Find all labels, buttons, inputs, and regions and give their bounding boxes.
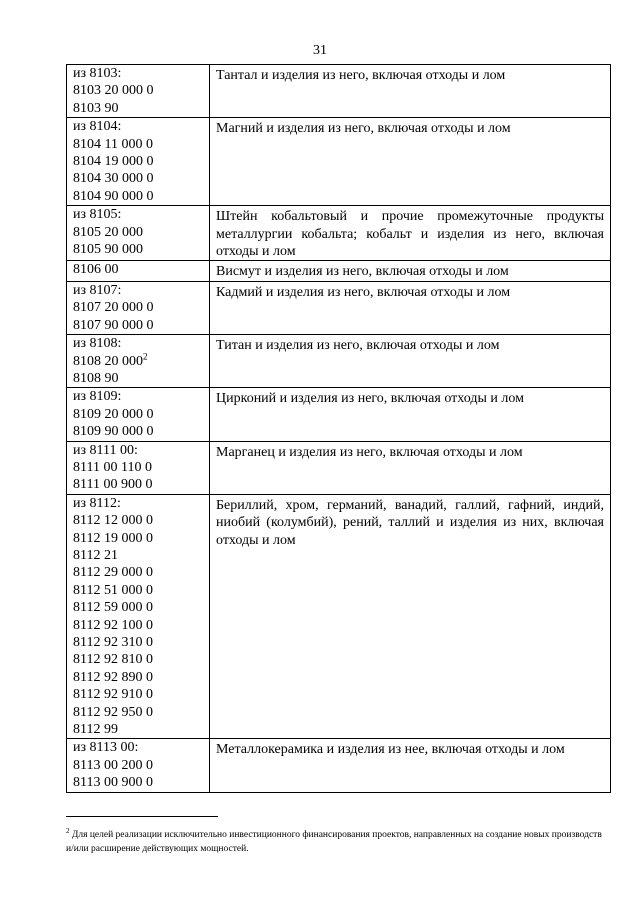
footnote-marker: 2 — [66, 827, 70, 835]
code-line: 8112 59 000 0 — [73, 600, 153, 616]
code-line: из 8105: — [73, 207, 122, 223]
table-row — [67, 118, 611, 206]
code-line: 8113 00 200 0 — [73, 757, 153, 773]
code-cell — [67, 281, 210, 334]
description-cell: Бериллий, хром, германий, ванадий, галлий, гафний, индий, ниобий (колумбий), рений, таллий и изделия из них, включая отходы и лом — [210, 494, 611, 739]
page-number: 31 — [313, 43, 327, 58]
table-row — [67, 739, 611, 792]
code-line: 8106 00 — [73, 262, 119, 278]
code-line: из 8111 00: — [73, 442, 138, 458]
description-cell: Марганец и изделия из него, включая отходы и лом — [210, 441, 611, 494]
code-line: 8108 90 — [73, 370, 119, 386]
code-line: 8103 20 000 0 — [73, 83, 154, 99]
table-row — [67, 388, 611, 441]
code-line: 8104 90 000 0 — [73, 188, 154, 204]
code-cell — [67, 118, 210, 206]
table-row — [67, 65, 611, 118]
code-line: 8104 19 000 0 — [73, 154, 154, 170]
code-cell — [67, 65, 210, 118]
description-cell: Цирконий и изделия из него, включая отходы и лом — [210, 388, 611, 441]
code-line: из 8107: — [73, 282, 122, 298]
code-line: 8112 92 910 0 — [73, 687, 153, 703]
table-row — [67, 335, 611, 388]
code-line: 8108 20 000$^2$ — [73, 350, 148, 369]
code-line: 8105 20 000 — [73, 224, 143, 240]
code-line: из 8104: — [73, 119, 122, 135]
footnote-divider — [66, 816, 218, 817]
code-line: 8112 99 — [73, 722, 118, 738]
code-line: 8112 21 — [73, 547, 118, 563]
description-cell: Металлокерамика и изделия из нее, включая отходы и лом — [210, 739, 611, 792]
code-line: 8105 90 000 — [73, 242, 143, 258]
code-line: из 8112: — [73, 495, 121, 511]
code-cell — [67, 441, 210, 494]
code-cell — [67, 494, 210, 739]
code-line: 8112 51 000 0 — [73, 582, 153, 598]
description-cell: Висмут и изделия из него, включая отходы и лом — [210, 261, 611, 281]
code-line: 8112 29 000 0 — [73, 565, 153, 581]
tariff-codes-table — [66, 64, 611, 793]
description-cell: Тантал и изделия из него, включая отходы и лом — [210, 65, 611, 118]
code-line: 8112 19 000 0 — [73, 530, 153, 546]
code-line: из 8108: — [73, 336, 122, 352]
table-row — [67, 261, 611, 281]
table-row — [67, 441, 611, 494]
code-line: из 8103: — [73, 66, 122, 81]
code-line: 8104 30 000 0 — [73, 171, 154, 187]
code-line: из 8109: — [73, 389, 122, 405]
code-cell — [67, 261, 210, 281]
code-line: 8109 20 000 0 — [73, 406, 154, 422]
code-cell — [67, 739, 210, 792]
footnote — [66, 824, 611, 856]
code-line: 8107 20 000 0 — [73, 300, 154, 316]
code-line: 8112 92 310 0 — [73, 635, 153, 650]
code-line: 8104 11 000 0 — [73, 136, 153, 152]
description-cell: Магний и изделия из него, включая отходы и лом — [210, 118, 611, 206]
description-cell: Кадмий и изделия из него, включая отходы и лом — [210, 281, 611, 334]
code-line: 8113 00 900 0 — [73, 775, 153, 791]
code-line: 8112 92 890 0 — [73, 669, 153, 685]
table-row — [67, 494, 611, 739]
code-line: 8112 12 000 0 — [73, 513, 153, 529]
code-line: 8112 92 810 0 — [73, 652, 153, 668]
code-line: 8112 92 100 0 — [73, 617, 153, 633]
code-line: 8111 00 110 0 — [73, 459, 152, 475]
code-line: 8103 90 — [73, 100, 119, 116]
table-row — [67, 206, 611, 261]
description-cell: Титан и изделия из него, включая отходы и лом — [210, 335, 611, 388]
code-cell — [67, 206, 210, 261]
code-line: 8111 00 900 0 — [73, 477, 153, 493]
footnote-text: Для целей реализации исключительно инвестиционного финансирования проектов, направленных на создание новых производств и/или расширение действующих мощностей. — [66, 830, 602, 855]
code-line: 8109 90 000 0 — [73, 424, 154, 440]
description-cell: Штейн кобальтовый и прочие промежуточные продукты металлургии кобальта; кобальт и изделия из него, включая отходы и лом — [210, 206, 611, 261]
table-row — [67, 281, 611, 334]
code-line: 8107 90 000 0 — [73, 317, 154, 333]
code-line: из 8113 00: — [73, 740, 139, 756]
code-line: 8112 92 950 0 — [73, 704, 153, 720]
footnote-reference: 2 — [143, 350, 148, 361]
code-cell — [67, 388, 210, 441]
code-cell — [67, 335, 210, 388]
